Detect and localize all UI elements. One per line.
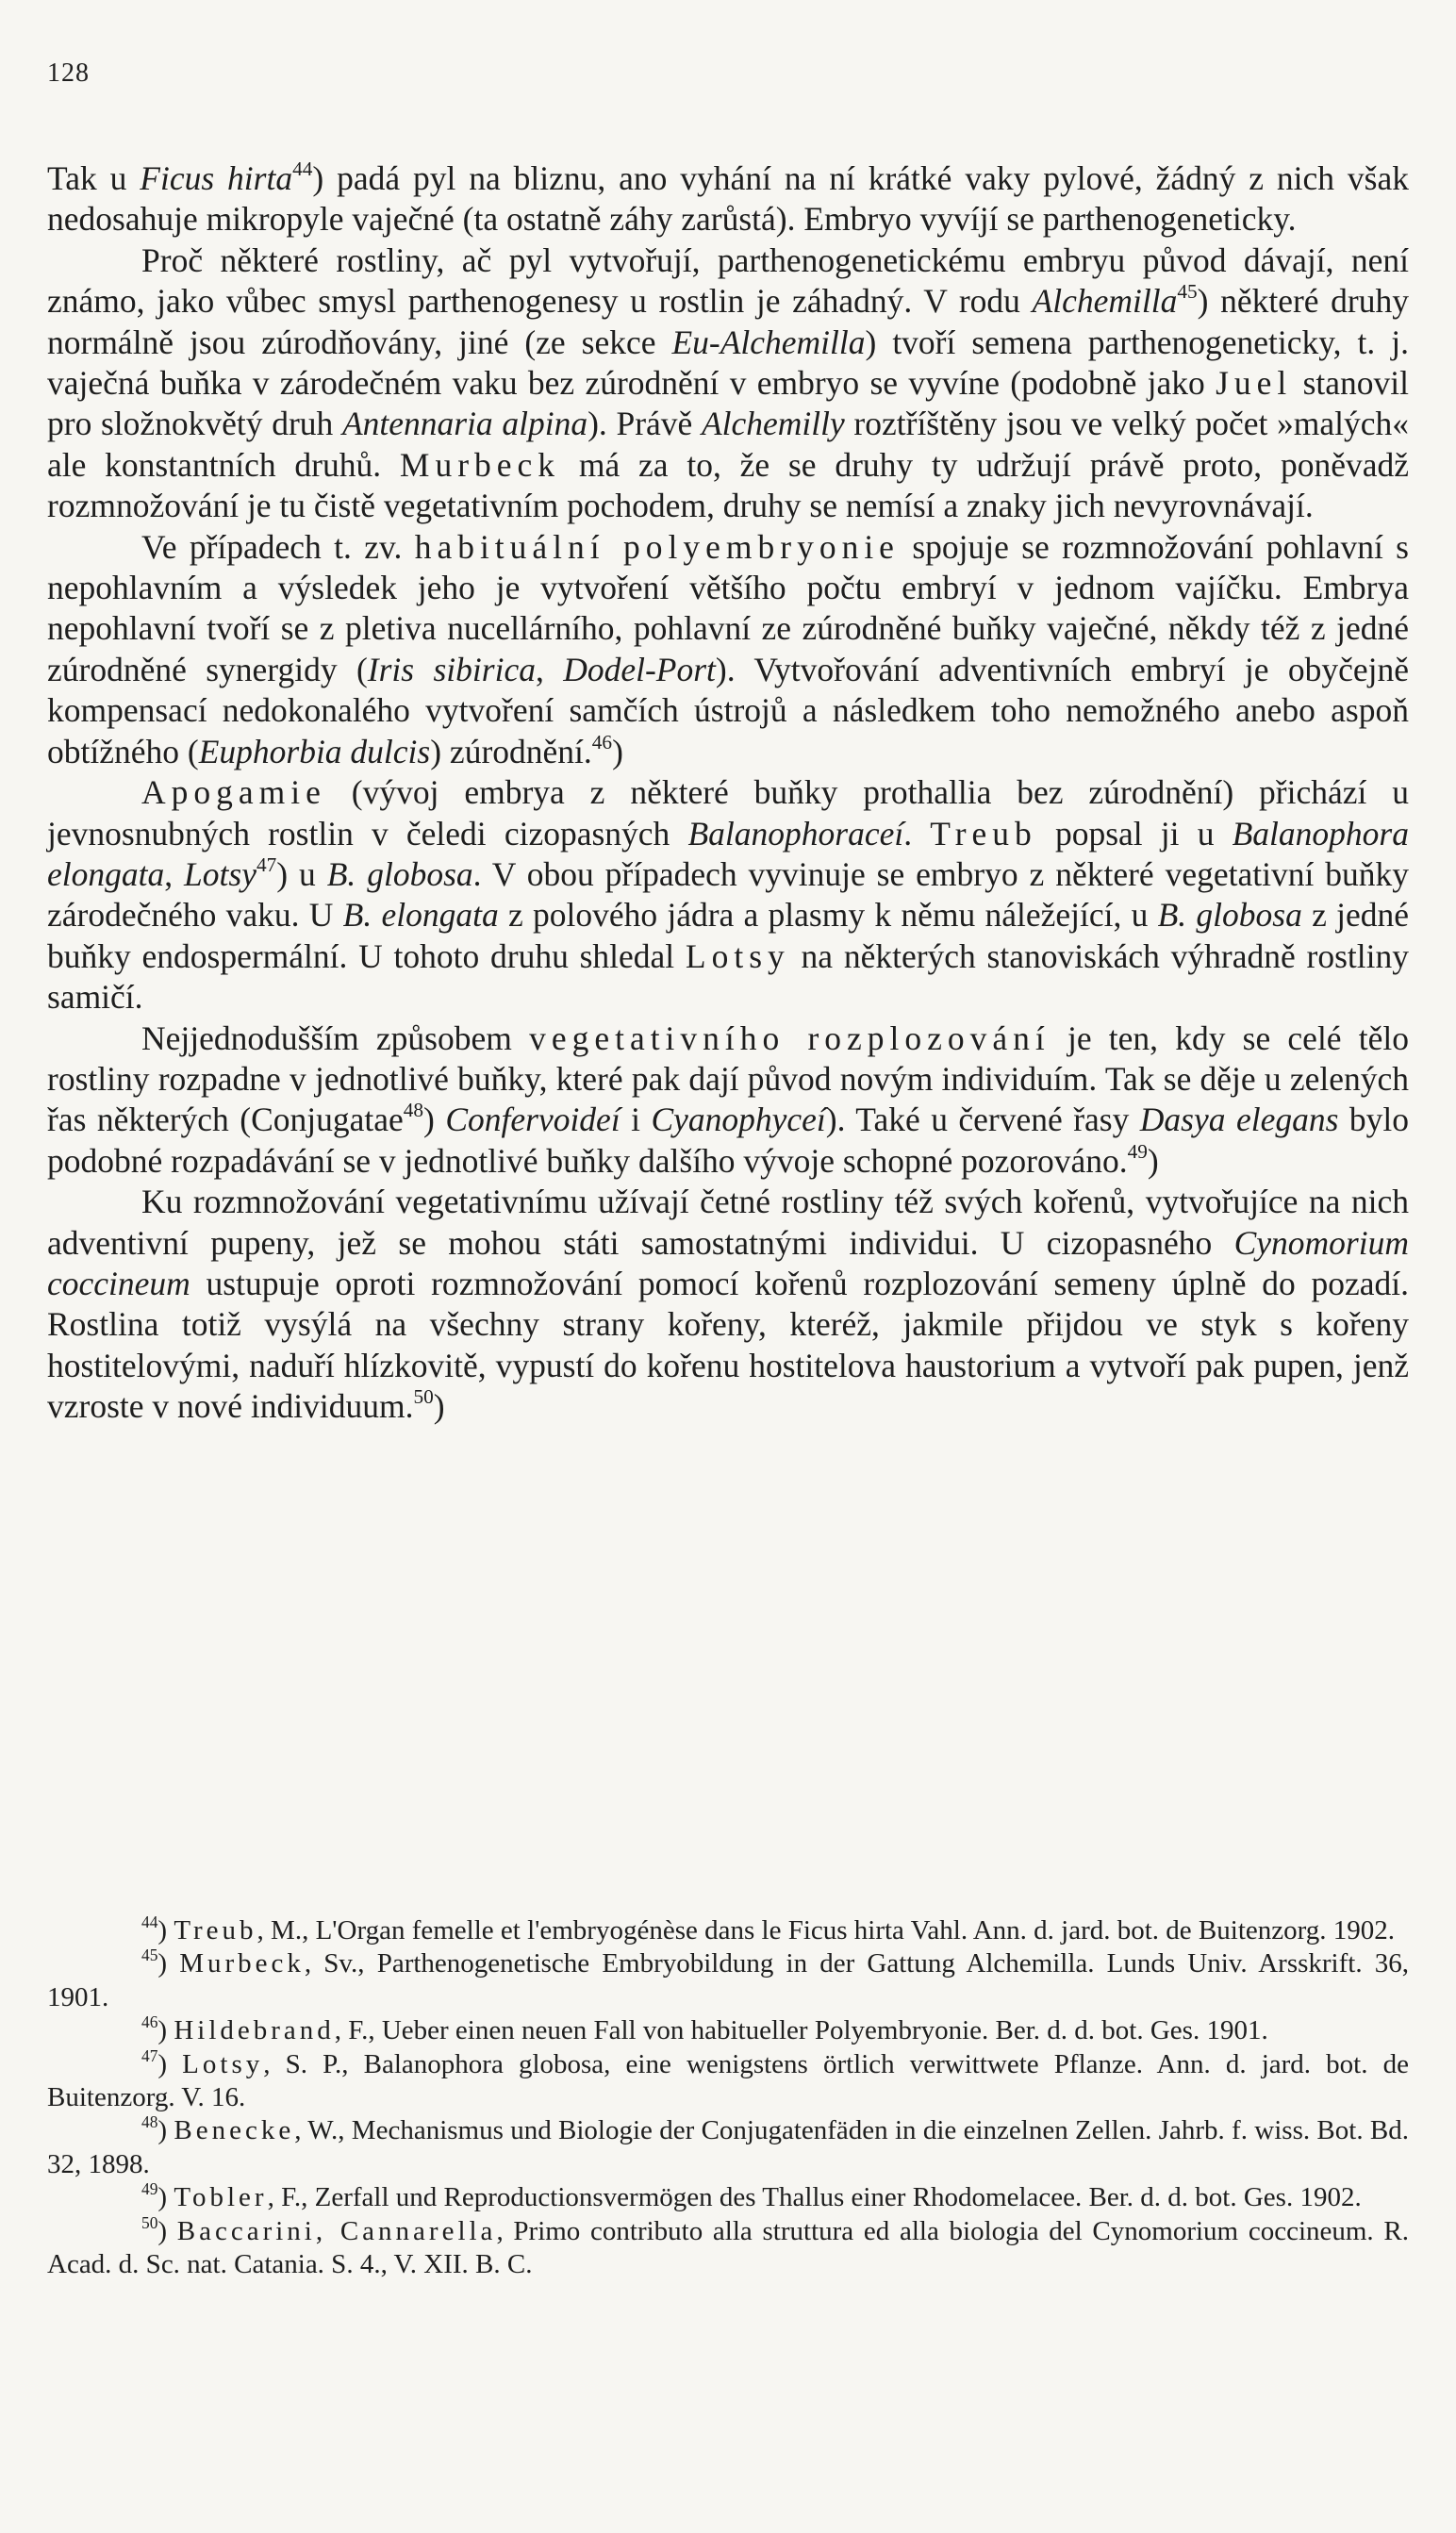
footnote	[47, 2045, 1409, 2115]
text-run: na některých stanoviskách výhradně rostliny samičí.	[47, 936, 1409, 1017]
text-run: Nejjednodušším způsobem	[141, 1018, 530, 1057]
italic-text: Iris sibirica	[367, 650, 536, 688]
text-run: )	[157, 1948, 180, 1979]
text-run: (vývoj embrya z některé buňky prothallia bez zúrodnění) přichází u jevnosnubných rostlin v čeledi cizopasných	[47, 773, 1409, 853]
text-run: ,	[164, 854, 185, 893]
footnote-ref: 48	[141, 2112, 158, 2132]
text-run: , W., Mechanismus und Biologie der Conjugatenfäden in die einzelnen Zellen. Jahrb. f. wiss. Bot. Bd. 32, 1898.	[47, 2115, 1409, 2179]
italic-text: Dasya elegans	[1139, 1101, 1339, 1139]
text-run: ) u	[276, 854, 327, 893]
text-run: stanovil pro složnokvětý druh	[47, 364, 1409, 443]
italic-text: Cyanophyceí	[651, 1101, 826, 1139]
paragraph	[47, 1018, 1409, 1183]
italic-text: B. globosa	[326, 854, 473, 893]
spaced-name: Lotsy	[685, 936, 790, 975]
footnote	[47, 2181, 1409, 2214]
footnote-ref: 47	[256, 853, 277, 876]
text-run: Proč některé rostliny, ač pyl vytvořují, parthenogenetickému embryu původ dávají, není známo, jako vůbec smysl parthenogenesy u rostlin je záhadný. V rodu	[47, 240, 1409, 321]
spaced-name: Hildebrand	[174, 2015, 335, 2046]
text-run: ). Právě	[587, 405, 702, 443]
paragraph	[47, 772, 1409, 1018]
italic-text: B. elongata	[342, 896, 499, 935]
text-run: )	[157, 2115, 174, 2146]
text-run: ) zúrodnění.	[430, 732, 592, 770]
spaced-name: Treub	[930, 814, 1037, 853]
spaced-name: Tobler	[174, 2182, 268, 2213]
text-run: ). Vytvořování adventivních embryí je obyčejně kompensací nedokonalého vytvoření samčích ústrojů a následkem toho nemožného anebo aspoň obtížného (	[47, 650, 1410, 770]
text-run: ). Také u červené řasy	[825, 1101, 1140, 1139]
italic-text: Cynomorium coccineum	[47, 1223, 1409, 1302]
footnote	[47, 1947, 1409, 2014]
italic-text: Ficus hirta	[140, 159, 293, 197]
italic-text: Eu-Alchemilla	[671, 323, 866, 361]
text-run: .	[903, 814, 931, 853]
footnote-ref: 50	[141, 2212, 158, 2232]
footnote-ref: 45	[1177, 280, 1198, 304]
text-run: ustupuje oproti rozmnožování pomocí kořenů rozplozování semeny úplně do pozadí. Rostlina totiž vysýlá na všechny strany kořeny, kteréž, jakmile přijdou ve styk s kořeny hostitelovými, naduří hlízkovitě, vypustí do kořenu hostitelova haustorium a vytvoří pak pupen, jenž vzroste v nové individuum.	[47, 1264, 1409, 1426]
text-run: , F., Zerfall und Reproductionsvermögen des Thallus einer Rhodomelacee. Ber. d. d. bot. Ges. 1902.	[267, 2182, 1362, 2213]
italic-text: Balanophora elongata	[47, 814, 1409, 893]
paragraph	[47, 158, 1409, 240]
spaced-name: Juel	[1216, 364, 1293, 403]
body-text	[47, 158, 1409, 1428]
text-run: )	[157, 2182, 174, 2213]
text-run: ) padá pyl na bliznu, ano vyhání na ní krátké vaky pylové, žádný z nich však nedosahuje mikropyle vaječné (ta ostatně záhy zarůstá). Embryo vyvíjí se parthenogeneticky.	[47, 159, 1410, 239]
spaced-name: Baccarini, Cannarella	[176, 2215, 497, 2246]
text-run: )	[433, 1387, 445, 1426]
footnote-ref: 47	[141, 2045, 158, 2065]
footnote-ref: 50	[413, 1385, 434, 1409]
text-run: )	[423, 1101, 446, 1139]
spaced-name: Benecke	[174, 2115, 295, 2146]
italic-text: Lotsy	[184, 854, 256, 893]
spaced-name: Lotsy	[182, 2048, 264, 2079]
spaced-name: Treub	[174, 1915, 257, 1945]
text-run: , S. P., Balanophora globosa, eine wenigstens örtlich verwittwete Pflanze. Ann. d. jard. bot. de Buitenzorg. V. 16.	[47, 2048, 1409, 2113]
footnote-ref: 45	[141, 1945, 158, 1965]
text-run: bylo podobné rozpadávání se v jednotlivé buňky dalšího vývoje schopné pozorováno.	[47, 1101, 1409, 1180]
spaced-name: Apogamie	[141, 773, 326, 812]
paragraph	[47, 240, 1409, 527]
text-run: , F., Ueber einen neuen Fall von habitueller Polyembryonie. Ber. d. d. bot. Ges. 1901.	[334, 2015, 1268, 2046]
text-run: Tak u	[47, 159, 141, 197]
italic-text: Dodel-Port	[563, 650, 716, 688]
text-run: , Primo contributo alla struttura ed alla biologia del Cynomorium coccineum. R. Acad. d. Sc. nat. Catania. S. 4., V. XII. B. C.	[47, 2215, 1409, 2280]
italic-text: B. globosa	[1157, 896, 1302, 935]
text-run: )	[157, 2215, 177, 2246]
italic-text: Antennaria alpina	[341, 405, 588, 443]
text-run: spojuje se rozmnožování pohlavní s nepohlavním a výsledek jeho je vytvoření většího počtu embryí v jednom vajíčku. Embrya nepohlavní tvoří se z pletiva nucellárního, pohlavní ze zúrodněné buňky vaječné, někdy též z jedné zúrodněné synergidy (	[47, 527, 1410, 688]
footnote	[47, 2014, 1409, 2047]
italic-text: Alchemilly	[701, 405, 845, 443]
text-run: i	[620, 1101, 652, 1139]
text-run: )	[1147, 1141, 1159, 1180]
spaced-name: habituální polyembryonie	[414, 527, 900, 566]
footnote	[47, 2114, 1409, 2181]
text-run: )	[157, 2048, 183, 2079]
text-run: Ku rozmnožování vegetativnímu užívají četné rostliny též svých kořenů, vytvořujíce na nich adventivní pupeny, jež se mohou státi samostatnými individui. U cizopasného	[47, 1183, 1409, 1262]
text-run: popsal ji u	[1036, 814, 1233, 853]
footnote-ref: 48	[403, 1099, 424, 1122]
spaced-name: Murbeck	[179, 1948, 305, 1979]
text-run: ) některé druhy normálně jsou zúrodňovány, jiné (ze sekce	[47, 282, 1409, 361]
text-run: z polového jádra a plasmy k němu náležející, u	[498, 896, 1158, 935]
text-run: z jedné buňky endospermální. U tohoto druhu shledal	[47, 896, 1410, 975]
text-run: )	[157, 1915, 174, 1945]
italic-text: Confervoideí	[445, 1101, 620, 1139]
footnote-ref: 49	[141, 2179, 158, 2199]
italic-text: Balanophoraceí	[687, 814, 904, 853]
footnote-ref: 44	[141, 1912, 158, 1931]
text-run: Ve případech t. zv.	[141, 527, 415, 566]
italic-text: Alchemilla	[1032, 282, 1178, 321]
footnotes	[47, 1914, 1409, 2281]
paragraph	[47, 527, 1409, 772]
footnote-ref: 49	[1127, 1139, 1148, 1163]
text-run: , Sv., Parthenogenetische Embryobildung in der Gattung Alchemilla. Lunds Univ. Arsskrift. 36, 1901.	[47, 1948, 1409, 2012]
text-run: roztříštěny jsou ve velký počet »malých« ale konstantních druhů.	[47, 405, 1410, 484]
text-run: ,	[535, 650, 564, 688]
text-run: , M., L'Organ femelle et l'embryogénèse dans le Ficus hirta Vahl. Ann. d. jard. bot. de Buitenzorg. 1902.	[256, 1915, 1396, 1945]
footnote-ref: 46	[591, 730, 613, 753]
paragraph	[47, 1182, 1409, 1427]
footnote-ref: 46	[141, 2012, 158, 2032]
text-run: )	[612, 732, 623, 770]
spaced-name: Murbeck	[399, 445, 561, 484]
footnote-ref: 44	[292, 157, 313, 181]
text-run: )	[157, 2015, 174, 2046]
text-run: . V obou případech vyvinuje se embryo z některé vegetativní buňky zárodečného vaku. U	[47, 854, 1410, 935]
italic-text: Euphorbia dulcis	[198, 732, 431, 770]
text-run: je ten, kdy se celé tělo rostliny rozpadne v jednotlivé buňky, které pak dají původ novým individuím. Tak se děje u zelených řas některých (Conjugatae	[47, 1018, 1409, 1139]
page-number: 128	[47, 58, 90, 88]
text-run: má za to, že se druhy ty udržují právě proto, poněvadž rozmnožování je tu čistě vegetativním pochodem, druhy se nemísí a znaky jich nevyrovnávají.	[47, 445, 1409, 525]
footnote	[47, 1914, 1409, 1947]
text-run: ) tvoří semena parthenogeneticky, t. j. vaječná buňka v zárodečném vaku bez zúrodnění v embryo se vyvíne (podobně jako	[47, 323, 1410, 403]
footnote	[47, 2212, 1409, 2282]
spaced-name: vegetativního rozplozování	[529, 1018, 1051, 1057]
